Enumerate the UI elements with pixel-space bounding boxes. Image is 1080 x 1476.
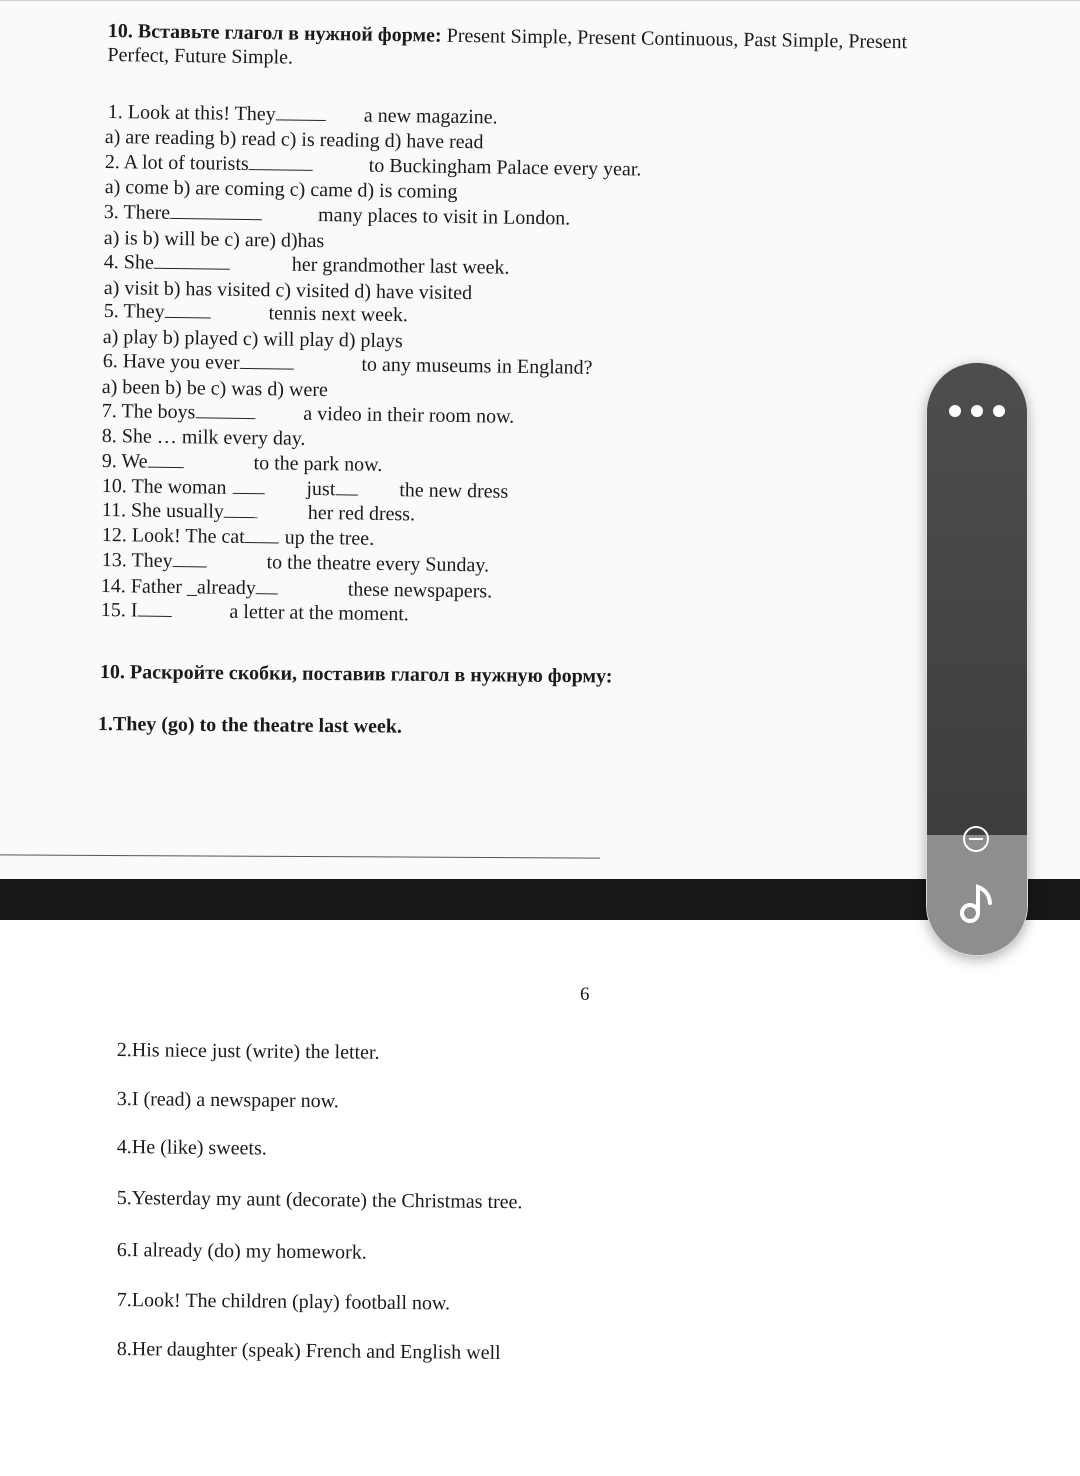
question-2-options: a) come b) are coming c) came d) is coming (104, 176, 458, 203)
question-5: 5. They tennis next week. (103, 300, 409, 327)
widget-upper-panel[interactable] (927, 363, 1027, 835)
question-1: 1. Look at this! They a new magazine. (107, 101, 498, 129)
question-14: 14. Father _already these newspapers. (100, 575, 493, 603)
exercise-1-title-bold: 10. Вставьте глагол в нужной форме: (107, 19, 442, 47)
page-number: 6 (580, 984, 590, 1005)
exercise-2-item: 4.He (like) sweets. (116, 1136, 267, 1160)
question-4: 4. She her grandmother last week. (103, 251, 510, 279)
page-divider-line (0, 854, 600, 858)
exercise-2-item: 6.I already (do) my homework. (116, 1239, 367, 1264)
exercise-1-title-rest: Present Simple, Present Continuous, Past Simple, Present (441, 24, 908, 54)
exercise-2-item: 5.Yesterday my aunt (decorate) the Christmas tree. (116, 1187, 523, 1214)
exercise-2-item: 7.Look! The children (play) football now. (116, 1289, 451, 1315)
question-12: 12. Look! The cat up the tree. (101, 524, 375, 550)
question-3-options: a) is b) will be c) are) d)has (103, 227, 325, 253)
question-10: 10. The woman just the new dress (101, 475, 509, 503)
question-7: 7. The boys a video in their room now. (101, 400, 515, 428)
question-4-options: a) visit b) has visited c) visited d) have visited (103, 277, 473, 305)
question-6: 6. Have you ever to any museums in England? (102, 350, 593, 379)
exercise-2-title: 10. Раскройте скобки, поставив глагол в нужную форму: (99, 661, 613, 688)
question-3: 3. There many places to visit in London. (103, 201, 571, 230)
question-5-options: a) play b) played c) will play d) plays (102, 326, 403, 353)
question-15: 15. I a letter at the moment. (100, 599, 410, 626)
question-9: 9. We to the park now. (101, 450, 383, 476)
exercise-2-item-1: 1.They (go) to the theatre last week. (97, 713, 403, 738)
more-dots-icon[interactable] (949, 405, 1005, 419)
floating-assistant-widget[interactable] (927, 363, 1027, 955)
exercise-2-item: 3.I (read) a newspaper now. (116, 1088, 339, 1113)
question-11: 11. She usually her red dress. (101, 499, 416, 526)
music-note-icon[interactable] (957, 881, 997, 927)
question-13: 13. They to the theatre every Sunday. (101, 549, 490, 577)
exercise-1-title (107, 19, 988, 79)
exercise-2-item: 2.His niece just (write) the letter. (116, 1039, 380, 1064)
question-6-options: a) been b) be c) was d) were (101, 376, 328, 402)
exercise-1-title-line2: Perfect, Future Simple. (107, 43, 294, 69)
question-8: 8. She … milk every day. (101, 425, 306, 450)
page-gap-bar (0, 879, 1080, 920)
exercise-2-item: 8.Her daughter (speak) French and English well (116, 1338, 501, 1365)
question-2: 2. A lot of tourists to Buckingham Palace every year. (104, 151, 642, 181)
question-1-options: a) are reading b) read c) is reading d) have read (104, 126, 484, 154)
minimize-icon[interactable] (963, 826, 989, 852)
